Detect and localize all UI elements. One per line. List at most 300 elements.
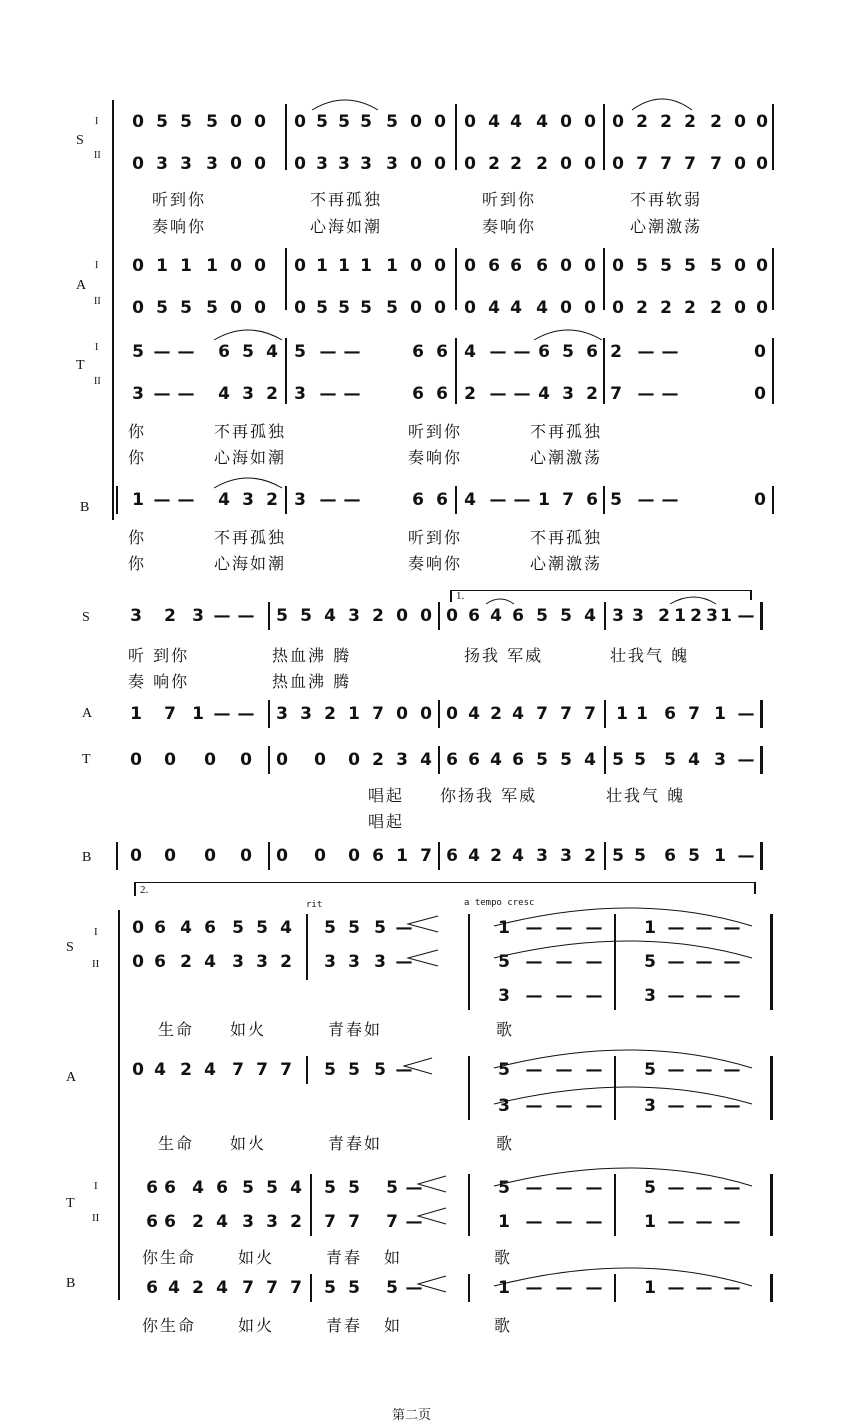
note: 4 [216,1212,228,1232]
lyric-line: 如 [384,1248,403,1267]
note: — [513,490,531,510]
slur [486,599,514,604]
note: 5 [684,256,696,276]
note: 3 [338,154,350,174]
note: 7 [266,1278,278,1298]
note: 0 [734,112,746,132]
note: 0 [254,154,266,174]
note: 7 [420,846,432,866]
note: 1 [674,606,686,626]
lyric-line: 歌 [494,1248,513,1267]
note: 2 [372,606,384,626]
note: 0 [446,606,458,626]
note: 7 [386,1212,398,1232]
note: 0 [464,112,476,132]
note: 7 [710,154,722,174]
note: 7 [684,154,696,174]
note: 1 [720,606,732,626]
barline [285,104,287,170]
note: — [489,384,507,404]
note: 5 [206,112,218,132]
note: — [737,704,755,724]
lyric-line: 不再孤独 [530,422,603,441]
note: — [723,1212,741,1232]
slur [214,330,282,340]
lyric-line: 奏响你 [482,217,537,236]
note: 3 [242,1212,254,1232]
note: — [637,384,655,404]
note: — [405,1278,423,1298]
note: 2 [586,384,598,404]
note: 2 [324,704,336,724]
note: 6 [510,256,522,276]
note: 0 [254,112,266,132]
note: 4 [536,112,548,132]
note: 2 [690,606,702,626]
note: — [525,918,543,938]
note: 5 [348,918,360,938]
note: 7 [560,704,572,724]
slur [312,100,378,110]
lyric-line: 热血沸 腾 [272,646,352,665]
barline [268,842,270,870]
lyric-line: 奏响你 [408,448,463,467]
note: 0 [204,750,216,770]
note: — [213,704,231,724]
note: 1 [396,846,408,866]
note: 5 [560,606,572,626]
note: 4 [192,1178,204,1198]
barline [438,842,440,870]
note: — [737,750,755,770]
note: 0 [756,154,768,174]
voice-part-i: I [95,342,99,353]
note: 2 [610,342,622,362]
lyric-line: 奏响你 [408,554,463,573]
lyric-line: 你 [128,528,147,547]
note: — [555,952,573,972]
note: 0 [294,256,306,276]
barline [604,700,606,728]
voice-label-t: T [76,358,85,373]
note: — [489,342,507,362]
note: 1 [156,256,168,276]
note: 6 [488,256,500,276]
note: 2 [164,606,176,626]
barline [116,842,118,870]
note: 5 [256,918,268,938]
note: 6 [216,1178,228,1198]
note: 5 [316,112,328,132]
ending-bracket-left [134,882,136,896]
note: — [695,952,713,972]
note: 3 [360,154,372,174]
note: — [637,342,655,362]
note: 7 [536,704,548,724]
note: 4 [420,750,432,770]
note: 0 [240,846,252,866]
lyric-line: 心潮激荡 [530,448,603,467]
note: 0 [410,154,422,174]
note: 5 [610,490,622,510]
note: 4 [538,384,550,404]
note: 7 [232,1060,244,1080]
note: — [555,1096,573,1116]
note: 5 [300,606,312,626]
note: — [695,1096,713,1116]
note: 6 [512,750,524,770]
note: 6 [446,846,458,866]
ending-1-label: 1. [456,590,465,602]
lyric-line: 如火 [238,1316,275,1335]
note: 3 [386,154,398,174]
note: 3 [316,154,328,174]
note: 7 [256,1060,268,1080]
note: 0 [230,298,242,318]
note: 0 [132,1060,144,1080]
note: 0 [294,298,306,318]
note: — [661,490,679,510]
barline [603,248,605,310]
repeat-barline [760,746,763,774]
note: 4 [204,952,216,972]
ending-bracket-right [754,882,756,894]
note: 3 [560,846,572,866]
note: 0 [612,256,624,276]
note: 4 [488,112,500,132]
note: 5 [644,1178,656,1198]
note: 6 [586,342,598,362]
note: 0 [132,918,144,938]
lyric-line: 扬我 军威 [464,646,544,665]
note: 0 [612,112,624,132]
note: 5 [338,112,350,132]
note: 5 [710,256,722,276]
note: 0 [420,704,432,724]
note: — [555,1178,573,1198]
note: 5 [612,750,624,770]
note: 4 [218,490,230,510]
note: 6 [446,750,458,770]
note: 6 [146,1178,158,1198]
note: 7 [290,1278,302,1298]
voice-label-a: A [76,278,87,293]
note: 0 [230,112,242,132]
note: 0 [464,298,476,318]
note: 7 [242,1278,254,1298]
voice-label-b: B [80,500,90,515]
note: 6 [146,1212,158,1232]
note: 0 [132,952,144,972]
note: 4 [218,384,230,404]
note: 1 [616,704,628,724]
barline [614,1174,616,1236]
note: 3 [180,154,192,174]
note: 0 [434,298,446,318]
note: 5 [294,342,306,362]
note: 1 [348,704,360,724]
note: 5 [180,298,192,318]
note: 3 [130,606,142,626]
note: 0 [584,256,596,276]
voice-label-b: B [82,850,92,865]
note: 5 [536,750,548,770]
note: 6 [436,342,448,362]
voice-part-ii: II [92,958,100,970]
note: 0 [612,298,624,318]
lyric-line: 歌 [494,1316,513,1335]
note: 6 [468,750,480,770]
note: 5 [644,1060,656,1080]
note: 5 [498,952,510,972]
note: 4 [464,490,476,510]
note: 0 [254,298,266,318]
note: 2 [710,112,722,132]
note: 5 [266,1178,278,1198]
lyric-line: 不再孤独 [530,528,603,547]
note: — [177,384,195,404]
voice-part-i: I [95,116,99,127]
final-barline [770,1174,773,1236]
repeat-barline [760,700,763,728]
note: 0 [464,256,476,276]
lyric-line: 听 到你 [128,646,190,665]
note: 7 [688,704,700,724]
barline [285,338,287,404]
note: — [667,986,685,1006]
note: 3 [498,986,510,1006]
barline [285,486,287,514]
note: 3 [232,952,244,972]
barline [285,248,287,310]
note: 0 [130,846,142,866]
lyric-line: 如火 [230,1020,267,1039]
note: 5 [498,1060,510,1080]
barline [772,248,774,310]
note: 4 [180,918,192,938]
note: 1 [130,704,142,724]
note: 6 [468,606,480,626]
note: — [695,1212,713,1232]
slur [534,330,602,340]
barline [468,914,470,1010]
note: 0 [434,256,446,276]
barline [603,486,605,514]
voice-part-i: I [95,260,99,271]
note: 5 [536,606,548,626]
note: 4 [216,1278,228,1298]
note: 0 [560,256,572,276]
note: — [667,1212,685,1232]
note: — [555,1212,573,1232]
note: 3 [206,154,218,174]
note: — [153,342,171,362]
note: — [405,1178,423,1198]
barline [455,486,457,514]
note: — [695,1278,713,1298]
note: 5 [338,298,350,318]
note: 4 [512,846,524,866]
note: 0 [132,112,144,132]
note: 1 [644,1278,656,1298]
note: 5 [688,846,700,866]
note: 0 [132,256,144,276]
voice-label-s: S [76,133,84,148]
note: 1 [714,846,726,866]
note: 5 [612,846,624,866]
note: 6 [512,606,524,626]
note: 7 [280,1060,292,1080]
ending-bracket [134,882,754,883]
lyric-line: 青春如 [328,1134,383,1153]
barline [604,602,606,630]
lyric-line: 热血沸 腾 [272,672,352,691]
note: 2 [660,298,672,318]
note: — [723,952,741,972]
note: 3 [536,846,548,866]
note: — [723,1060,741,1080]
system-brace [118,910,120,1300]
note: 0 [754,342,766,362]
voice-label-a: A [82,706,93,721]
note: 7 [562,490,574,510]
note: 1 [192,704,204,724]
note: 6 [664,846,676,866]
note: — [695,1060,713,1080]
note: 6 [536,256,548,276]
note: 2 [684,112,696,132]
lyric-line: 歌 [496,1020,515,1039]
note: 1 [360,256,372,276]
note: 6 [436,490,448,510]
lyric-line: 壮我气 魄 [610,646,690,665]
barline [614,1274,616,1302]
note: — [555,986,573,1006]
note: 0 [446,704,458,724]
note: 1 [498,1212,510,1232]
note: 5 [156,298,168,318]
note: 4 [688,750,700,770]
note: 6 [154,918,166,938]
note: 3 [706,606,718,626]
note: 0 [410,256,422,276]
note: 2 [192,1278,204,1298]
note: 6 [164,1212,176,1232]
rit-marking: rit [306,900,323,910]
note: — [525,1060,543,1080]
barline [772,486,774,514]
note: 5 [324,1278,336,1298]
note: — [667,1060,685,1080]
note: 7 [324,1212,336,1232]
barline [455,338,457,404]
note: 0 [560,298,572,318]
note: — [153,490,171,510]
voice-label-s: S [82,610,90,625]
note: 5 [374,1060,386,1080]
lyric-line: 奏响你 [152,217,207,236]
voice-label-b: B [66,1276,76,1291]
lyric-line: 听到你 [408,422,463,441]
note: — [723,1096,741,1116]
note: 0 [396,704,408,724]
lyric-line: 你扬我 军威 [440,786,538,805]
barline [310,1274,312,1302]
note: 5 [232,918,244,938]
note: — [585,1060,603,1080]
note: — [585,918,603,938]
note: 5 [634,846,646,866]
note: 0 [560,154,572,174]
lyric-line: 如火 [238,1248,275,1267]
note: 0 [756,256,768,276]
note: 5 [276,606,288,626]
barline [603,104,605,170]
note: 5 [560,750,572,770]
note: — [343,384,361,404]
note: 0 [164,750,176,770]
final-barline [770,1056,773,1120]
note: 0 [584,112,596,132]
note: 0 [434,112,446,132]
note: 2 [192,1212,204,1232]
note: 5 [386,112,398,132]
lyric-line: 你生命 [142,1316,197,1335]
note: 1 [338,256,350,276]
note: — [319,384,337,404]
note: — [723,1278,741,1298]
note: 4 [266,342,278,362]
note: — [695,986,713,1006]
note: 6 [538,342,550,362]
note: 0 [132,298,144,318]
note: — [667,918,685,938]
voice-part-ii: II [94,150,101,161]
note: 2 [490,704,502,724]
note: 1 [180,256,192,276]
note: 4 [468,846,480,866]
note: 0 [204,846,216,866]
lyric-line: 生命 [158,1020,195,1039]
barline [468,1056,470,1120]
note: 2 [510,154,522,174]
slur [632,99,692,110]
barline [438,700,440,728]
note: 5 [636,256,648,276]
note: 5 [644,952,656,972]
voice-part-ii: II [94,376,101,387]
note: 3 [348,952,360,972]
note: 0 [612,154,624,174]
note: 4 [512,704,524,724]
ending-bracket [450,590,750,591]
note: 6 [204,918,216,938]
note: 6 [412,490,424,510]
note: 0 [734,256,746,276]
note: 2 [266,490,278,510]
note: 3 [300,704,312,724]
note: 0 [276,750,288,770]
lyric-line: 你 [128,422,147,441]
note: 6 [436,384,448,404]
note: — [723,1178,741,1198]
lyric-line: 青春 [326,1248,363,1267]
note: — [585,1096,603,1116]
note: — [319,490,337,510]
barline [438,746,440,774]
note: 7 [584,704,596,724]
voice-part-i: I [94,1180,98,1192]
